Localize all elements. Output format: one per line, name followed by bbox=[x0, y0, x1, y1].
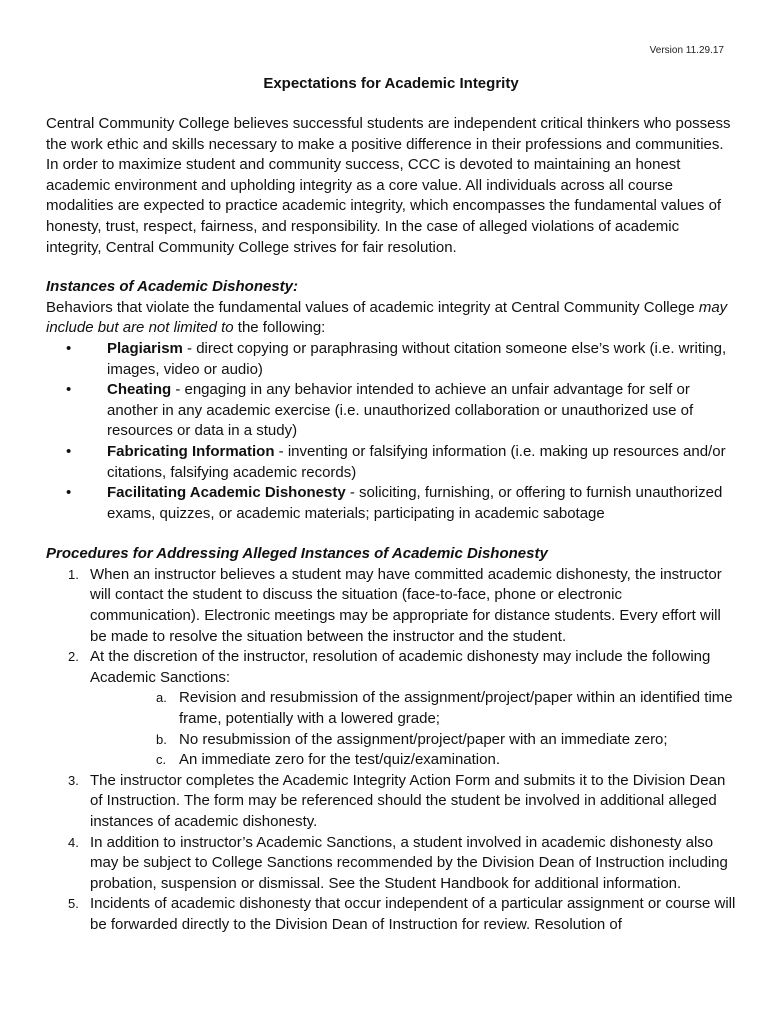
item-term: Facilitating Academic Dishonesty bbox=[107, 484, 346, 502]
item-term: Cheating bbox=[107, 381, 172, 399]
bullet-icon: • bbox=[66, 339, 72, 357]
item-term: Plagiarism bbox=[107, 339, 183, 357]
intro-paragraph: Central Community College believes successful students are independent critical thinkers who possess the work ethic and skills necessary to make a positive difference in their professions and communities. In order to maximize student and community success, CCC is devoted to maintaining an honest academic environment and upholding integrity as a core value. All individuals across all course modalities are expected to practice academic integrity, which encompasses the fundamental values of honesty, trust, respect, fairness, and responsibility. In the case of alleged violations of academic integrity, Central Community College strives for fair resolution. bbox=[46, 115, 731, 256]
document-page bbox=[46, 74, 736, 936]
sanction-letter: a. bbox=[156, 690, 167, 706]
step-text: Incidents of academic dishonesty that occur independent of a particular assignment or course will be forwarded directly to the Division Dean of Instruction for review. Resolution of bbox=[90, 895, 736, 933]
step-text: At the discretion of the instructor, resolution of academic dishonesty may include the following Academic Sanctions: bbox=[90, 648, 711, 686]
step-number: 3. bbox=[68, 772, 79, 788]
instances-lead-text: Behaviors that violate the fundamental values of academic integrity at Central Community College bbox=[46, 298, 699, 316]
sanction-letter: c. bbox=[156, 752, 167, 768]
step-text: When an instructor believes a student may have committed academic dishonesty, the instructor will contact the student to discuss the situation (face-to-face, phone or electronic communication). Electronic meetings may be appropriate for distance students. Every effort will be made to resolve the situation between the instructor and the student. bbox=[90, 565, 722, 645]
sanction-text: No resubmission of the assignment/project/paper with an immediate zero; bbox=[179, 730, 668, 748]
section-spacer bbox=[46, 524, 736, 544]
step-number: 5. bbox=[68, 896, 79, 912]
list-item bbox=[46, 442, 736, 483]
step-text: The instructor completes the Academic Integrity Action Form and submits it to the Division Dean of Instruction. The form may be referenced should the student be involved in additional alleged instances of academic dishonesty. bbox=[90, 771, 726, 830]
sanction-text: An immediate zero for the test/quiz/examination. bbox=[179, 751, 500, 769]
sanction-item bbox=[90, 688, 736, 729]
sanction-item bbox=[90, 750, 736, 771]
list-item bbox=[46, 339, 736, 380]
dishonesty-list bbox=[46, 339, 736, 524]
procedure-step bbox=[46, 647, 736, 771]
procedure-step bbox=[46, 771, 736, 833]
sanction-item bbox=[90, 730, 736, 751]
instances-lead-italic: may include but are not limited to bbox=[46, 298, 728, 337]
procedures-list bbox=[46, 565, 736, 936]
procedure-step bbox=[46, 565, 736, 647]
procedures-heading: Procedures for Addressing Alleged Instances of Academic Dishonesty bbox=[46, 545, 548, 563]
item-desc: - engaging in any behavior intended to achieve an unfair advantage for self or another in any academic exercise (i.e. unauthorized collaboration or unauthorized use of resources or data in a study) bbox=[107, 381, 694, 440]
step-number: 4. bbox=[68, 834, 79, 850]
sanction-text: Revision and resubmission of the assignment/project/paper within an identified time frame, potentially with a lowered grade; bbox=[179, 689, 733, 728]
instances-lead bbox=[46, 298, 736, 339]
bullet-icon: • bbox=[66, 381, 72, 399]
sanctions-list bbox=[90, 688, 736, 770]
item-desc: - soliciting, furnishing, or offering to furnish unauthorized exams, quizzes, or academic materials; participating in academic sabotage bbox=[107, 484, 723, 522]
step-number: 1. bbox=[68, 566, 79, 582]
version-label: Version 11.29.17 bbox=[649, 45, 724, 56]
instances-lead-tail: the following: bbox=[233, 319, 326, 337]
instances-heading: Instances of Academic Dishonesty: bbox=[46, 278, 299, 296]
document-title: Expectations for Academic Integrity bbox=[263, 75, 519, 92]
procedure-step bbox=[46, 894, 736, 935]
list-item bbox=[46, 380, 736, 442]
step-number: 2. bbox=[68, 649, 79, 665]
step-text: In addition to instructor’s Academic Sanctions, a student involved in academic dishonesty also may be subject to College Sanctions recommended by the Division Dean of Instruction including probation, suspension or dismissal. See the Student Handbook for additional information. bbox=[90, 833, 728, 892]
bullet-icon: • bbox=[66, 484, 72, 502]
item-term: Fabricating Information bbox=[107, 442, 275, 460]
sanction-letter: b. bbox=[156, 731, 167, 747]
item-desc: - inventing or falsifying information (i.e. making up resources and/or citations, falsifying academic records) bbox=[107, 442, 726, 481]
list-item bbox=[46, 483, 736, 524]
procedure-step bbox=[46, 833, 736, 895]
bullet-icon: • bbox=[66, 442, 72, 460]
item-desc: - direct copying or paraphrasing without citation someone else’s work (i.e. writing, images, video or audio) bbox=[107, 339, 727, 378]
